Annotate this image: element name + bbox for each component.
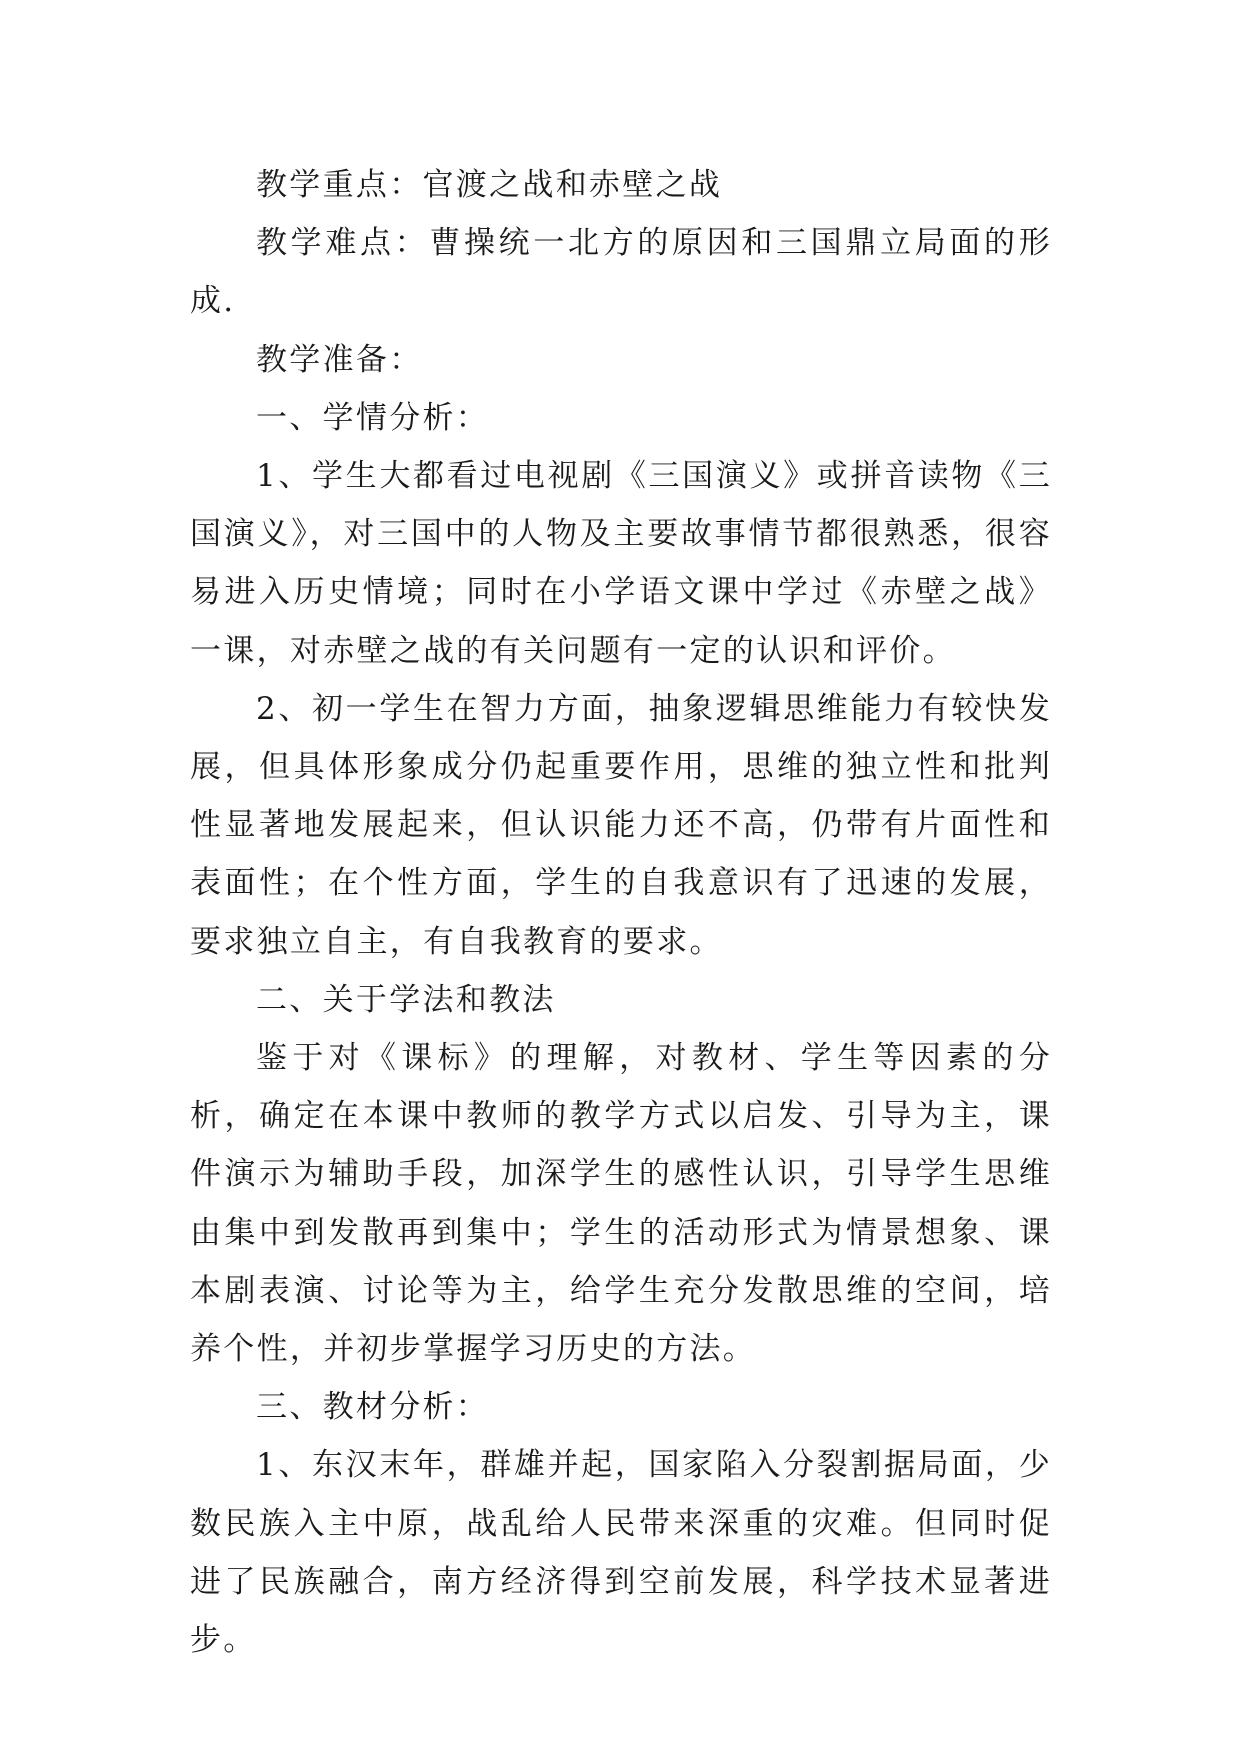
heading-textbook-analysis: 三、教材分析：: [256, 1389, 490, 1426]
paragraph-student-analysis-1: 1、学生大都看过电视剧《三国演义》或拼音读物《三国演义》，对三国中的人物及主要故事情节都很熟悉，很容易进入历史情境；同时在小学语文课中学过《赤壁之战》一课，对赤壁之战的有关问题有一定的认识和评价。: [190, 458, 1052, 669]
document-body: [190, 156, 1052, 1669]
paragraph-student-analysis-2: 2、初一学生在智力方面，抽象逻辑思维能力有较快发展，但具体形象成分仍起重要作用，思维的独立性和批判性显著地发展起来，但认识能力还不高，仍带有片面性和表面性；在个性方面，学生的自我意识有了迅速的发展，要求独立自主，有自我教育的要求。: [190, 690, 1052, 960]
paragraph-methods: 鉴于对《课标》的理解，对教材、学生等因素的分析，确定在本课中教师的教学方式以启发、引导为主，课件演示为辅助手段，加深学生的感性认识，引导学生思维由集中到发散再到集中；学生的活动形式为情景想象、课本剧表演、讨论等为主，给学生充分发散思维的空间，培养个性，并初步掌握学习历史的方法。: [190, 1040, 1052, 1368]
paragraph-teaching-preparation: 教学准备：: [256, 341, 423, 378]
heading-student-analysis: 一、学情分析：: [256, 399, 490, 436]
paragraph-teaching-focus: 教学重点：官渡之战和赤壁之战: [256, 167, 723, 203]
paragraph-teaching-difficulty: 教学难点：曹操统一北方的原因和三国鼎立局面的形成.: [190, 225, 1052, 320]
paragraph-textbook-analysis-1: 1、东汉末年，群雄并起，国家陷入分裂割据局面，少数民族入主中原，战乱给人民带来深重的灾难。但同时促进了民族融合，南方经济得到空前发展，科学技术显著进步。: [190, 1447, 1052, 1659]
heading-learning-teaching-methods: 二、关于学法和教法: [256, 981, 556, 1018]
